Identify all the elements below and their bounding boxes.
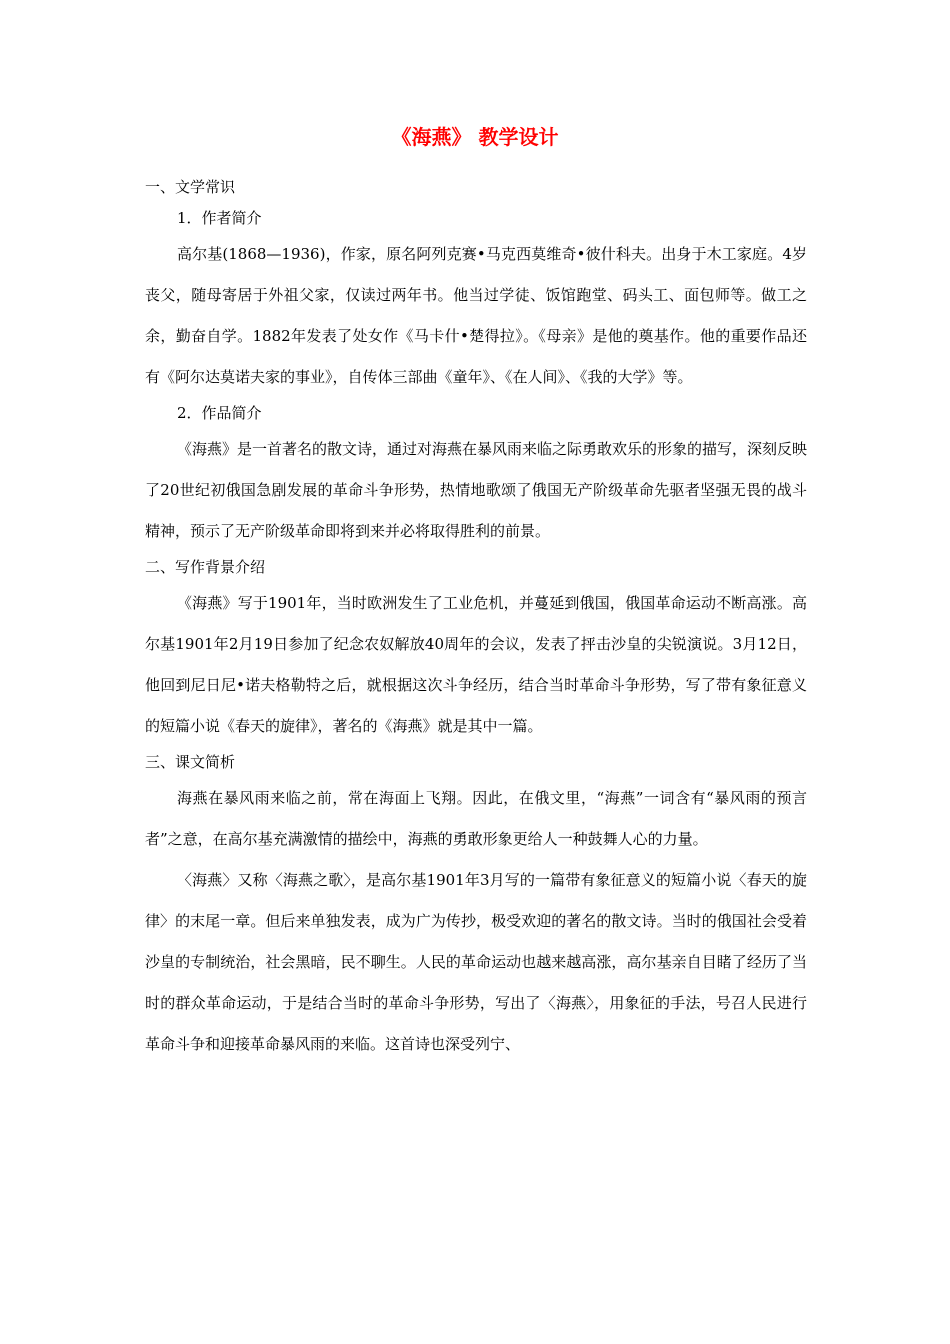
- section-heading-writing-background: 二、写作背景介绍: [145, 558, 266, 576]
- paragraph-work-intro: 《海燕》是一首著名的散文诗，通过对海燕在暴风雨来临之际勇敢欢乐的形象的描写，深刻反映了20世纪初俄国急剧发展的革命斗争形势，热情地歌颂了俄国无产阶级革命先驱者坚强无畏的战斗精神，预示了无产阶级革命即将到来并必将取得胜利的前景。: [145, 440, 808, 540]
- paragraph-text-analysis-2: 〈海燕〉又称〈海燕之歌〉，是高尔基1901年3月写的一篇带有象征意义的短篇小说〈春天的旋律〉的末尾一章。但后来单独发表，成为广为传抄，极受欢迎的著名的散文诗。当时的俄国社会受着沙皇的专制统治，社会黑暗，民不聊生。人民的革命运动也越来越高涨，高尔基亲自目睹了经历了当时的群众革命运动，于是结合当时的革命斗争形势，写出了〈海燕〉，用象征的手法，号召人民进行革命斗争和迎接革命暴风雨的来临。这首诗也深受列宁、: [145, 871, 807, 1053]
- paragraph-text-analysis-1: 海燕在暴风雨来临之前，常在海面上飞翔。因此，在俄文里，“海燕”一词含有“暴风雨的预言者”之意，在高尔基充满激情的描绘中，海燕的勇敢形象更给人一种鼓舞人心的力量。: [145, 789, 807, 848]
- section-heading-literary-knowledge: 一、文学常识: [145, 178, 236, 196]
- subsection-heading-work-intro: 2．作品简介: [177, 404, 262, 422]
- document-title: 《海燕》 教学设计: [391, 125, 559, 149]
- subsection-heading-author-intro: 1．作者简介: [177, 209, 262, 227]
- section-heading-text-analysis: 三、课文简析: [145, 753, 236, 771]
- document-body: [145, 172, 807, 1065]
- paragraph-author-intro: 高尔基(1868—1936)，作家，原名阿列克赛•马克西莫维奇•彼什科夫。出身于木工家庭。4岁丧父，随母寄居于外祖父家，仅读过两年书。他当过学徒、饭馆跑堂、码头工、面包师等。做工之余，勤奋自学。1882年发表了处女作《马卡什•楚得拉》。《母亲》是他的奠基作。他的重要作品还有《阿尔达莫诺夫家的事业》，自传体三部曲《童年》、《在人间》、《我的大学》等。: [145, 245, 807, 386]
- paragraph-writing-background: 《海燕》写于1901年，当时欧洲发生了工业危机，并蔓延到俄国，俄国革命运动不断高涨。高尔基1901年2月19日参加了纪念农奴解放40周年的会议，发表了抨击沙皇的尖锐演说。3月12日，他回到尼日尼•诺夫格勒特之后，就根据这次斗争经历，结合当时革命斗争形势，写了带有象征意义的短篇小说《春天的旋律》，著名的《海燕》就是其中一篇。: [145, 594, 807, 735]
